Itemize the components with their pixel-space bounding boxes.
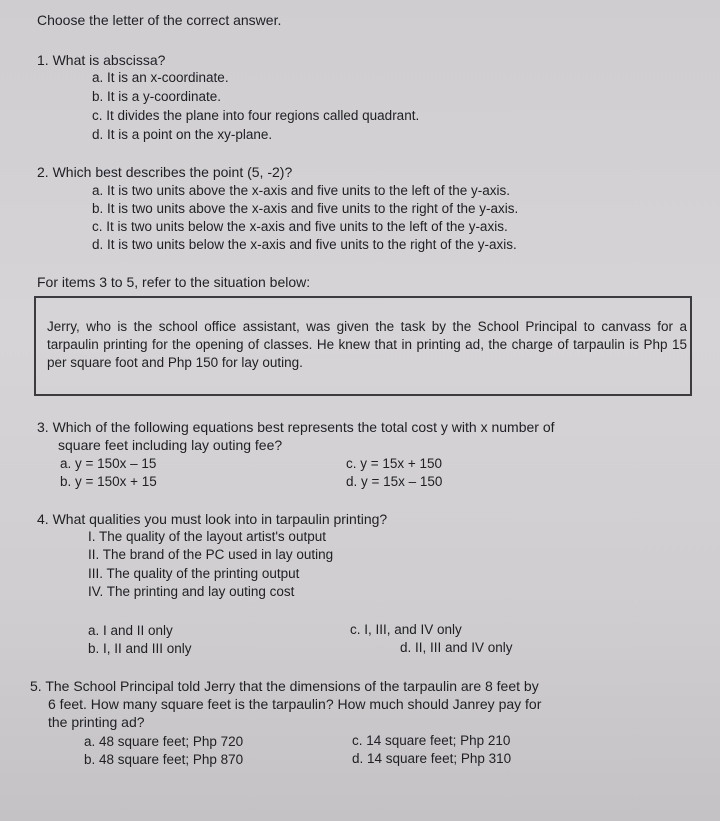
- question-4-stem: 4. What qualities you must look into in tarpaulin printing?: [37, 511, 388, 527]
- situation-intro: For items 3 to 5, refer to the situation below:: [37, 274, 311, 290]
- question-3-option-b: b. y = 150x + 15: [60, 474, 157, 489]
- question-1-option-b: b. It is a y-coordinate.: [92, 89, 222, 104]
- question-1-option-c: c. It divides the plane into four regions called quadrant.: [92, 108, 420, 123]
- question-4-option-a: a. I and II only: [88, 623, 173, 638]
- question-5-option-b: b. 48 square feet; Php 870: [84, 752, 244, 767]
- question-2-option-d: d. It is two units below the x-axis and five units to the right of the y-axis.: [92, 237, 517, 252]
- question-3-option-d: d. y = 15x – 150: [346, 474, 443, 489]
- question-4-item-iii: III. The quality of the printing output: [88, 566, 300, 581]
- situation-text: Jerry, who is the school office assistant, was given the task by the School Principal to canvass for a tarpaulin printing for the opening of classes. He knew that in printing ad, the charge of tarpaulin is Php 15 per square foot and Php 150 for lay outing.: [47, 319, 687, 370]
- question-2-option-a: a. It is two units above the x-axis and five units to the left of the y-axis.: [92, 183, 510, 198]
- question-1-option-a: a. It is an x-coordinate.: [92, 70, 229, 85]
- question-5-option-c: c. 14 square feet; Php 210: [352, 733, 511, 748]
- question-2-stem: 2. Which best describes the point (5, -2)?: [37, 164, 293, 180]
- question-2-option-c: c. It is two units below the x-axis and five units to the left of the y-axis.: [92, 219, 508, 234]
- instruction: Choose the letter of the correct answer.: [37, 12, 282, 28]
- question-5-stem-line-2: 6 feet. How many square feet is the tarpaulin? How much should Janrey pay for: [48, 696, 542, 712]
- question-5-stem-line-1: 5. The School Principal told Jerry that the dimensions of the tarpaulin are 8 feet by: [30, 678, 539, 694]
- question-4-item-iv: IV. The printing and lay outing cost: [88, 584, 295, 599]
- question-3-option-c: c. y = 15x + 150: [346, 456, 443, 471]
- question-4-option-c: c. I, III, and IV only: [350, 622, 462, 637]
- question-1-stem: 1. What is abscissa?: [37, 52, 166, 68]
- question-2-option-b: b. It is two units above the x-axis and five units to the right of the y-axis.: [92, 201, 519, 216]
- question-3-stem-line-1: 3. Which of the following equations best represents the total cost y with x number of: [37, 419, 555, 435]
- question-4-option-d: d. II, III and IV only: [400, 640, 513, 655]
- question-4-option-b: b. I, II and III only: [88, 641, 192, 656]
- question-5-option-a: a. 48 square feet; Php 720: [84, 734, 244, 749]
- question-3-stem-line-2: square feet including lay outing fee?: [58, 437, 283, 453]
- question-4-item-i: I. The quality of the layout artist's output: [88, 529, 326, 544]
- question-4-item-ii: II. The brand of the PC used in lay outing: [88, 547, 334, 562]
- question-5-stem-line-3: the printing ad?: [48, 714, 145, 730]
- question-1-option-d: d. It is a point on the xy-plane.: [92, 127, 273, 142]
- question-5-option-d: d. 14 square feet; Php 310: [352, 751, 512, 766]
- question-3-option-a: a. y = 150x – 15: [60, 456, 157, 471]
